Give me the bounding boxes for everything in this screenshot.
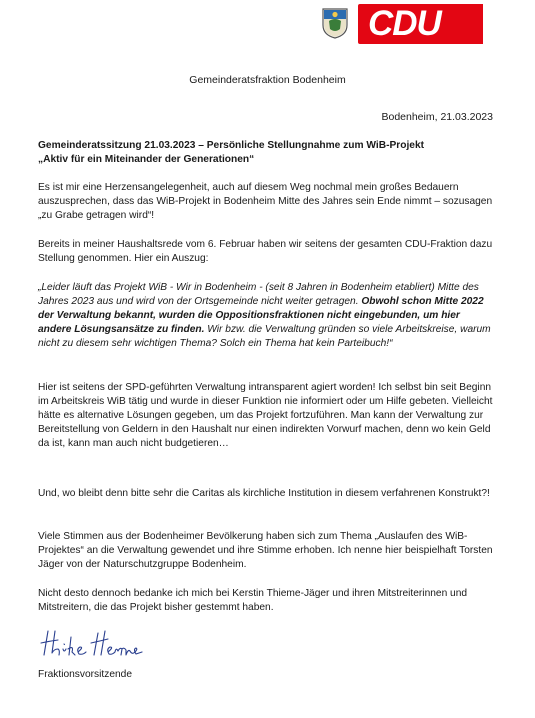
quote-emphasis: Obwohl schon Mitte 2022 der Verwaltung bekannt, wurden die Oppositionsfraktionen nicht eingebunden, um hier andere Lösungsansätze zu finden. — [38, 296, 484, 335]
paragraph-text: Nicht desto dennoch bedanke ich mich bei Kerstin Thieme-Jäger und ihren Mitstreiterinnen und Mitstreitern, die das Projekt bisher gestemmt haben. — [38, 588, 468, 613]
paragraph-6 — [38, 587, 496, 615]
cdu-logo-text: CDU — [368, 4, 441, 43]
paragraph-text: Viele Stimmen aus der Bodenheimer Bevölkerung haben sich zum Thema „Auslaufen des WiB-Projektes“ an die Verwaltung gewendet und ihre Stimme erhoben. Ich nenne hier beispielhaft Torsten Jäger von der Naturschutzgruppe Bodenheim. — [38, 531, 493, 570]
title-line-1: Gemeinderatssitzung 21.03.2023 – Persönliche Stellungnahme zum WiB-Projekt — [38, 140, 425, 151]
paragraph-4 — [38, 487, 496, 501]
paragraph-1 — [38, 181, 496, 223]
paragraph-text: Und, wo bleibt denn bitte sehr die Caritas als kirchliche Institution in diesem verfahrenen Konstrukt?! — [38, 488, 490, 499]
cdu-logo — [318, 4, 478, 44]
municipal-crest-icon — [321, 7, 349, 39]
letter-title — [38, 139, 496, 167]
faction-name: Gemeinderatsfraktion Bodenheim — [189, 74, 346, 86]
paragraph-text: Hier ist seitens der SPD-geführten Verwaltung intransparent agiert worden! Ich selbst bin seit Beginn im Arbeitskreis WiB tätig und wurde in dieser Funktion nie informiert oder um Hilfe gebeten. Vielleicht hätte es alternative Lösungen gegeben, um das Projekt fortzuführen. Man kann der Verwaltung zur Bereitstellung von Geldern in den Haushalt nur einen indirekten Vorwurf machen, denn wo kein Geld da ist, kann man auch nicht budgetieren… — [38, 382, 493, 449]
paragraph-5 — [38, 530, 496, 572]
paragraph-2 — [38, 238, 496, 266]
paragraph-text: Bereits in meiner Haushaltsrede vom 6. Februar haben wir seitens der gesamten CDU-Fraktion dazu Stellung genommen. Hier ein Auszug: — [38, 239, 493, 264]
date-line: Bodenheim, 21.03.2023 — [381, 111, 493, 123]
quote-text — [38, 281, 496, 351]
title-line-2: „Aktiv für ein Miteinander der Generationen“ — [38, 154, 255, 165]
paragraph-3 — [38, 381, 496, 451]
handwritten-signature — [38, 625, 148, 661]
paragraph-text: Es ist mir eine Herzensangelegenheit, auch auf diesem Weg nochmal mein großes Bedauern auszusprechen, dass das WiB-Projekt in Bodenheim Mitte des Jahres sein Ende nimmt – sozusagen „zu Grabe getragen wird“! — [38, 182, 493, 221]
quote-part-a: „Leider läuft das Projekt WiB - Wir in Bodenheim - (seit 8 Jahren in Bodenheim etabliert) Mitte des Jahres 2023 aus und wird von der Ortsgemeinde nicht weiter getragen. — [38, 282, 479, 307]
budget-speech-quote — [38, 281, 496, 351]
quote-part-c: Wir bzw. die Verwaltung gründen so viele Arbeitskreise, warum nicht zu diesem sehr wichtigen Thema? Solch ein Thema hat kein Parteibuch!“ — [38, 324, 491, 349]
signatory-role: Fraktionsvorsitzende — [38, 669, 132, 680]
